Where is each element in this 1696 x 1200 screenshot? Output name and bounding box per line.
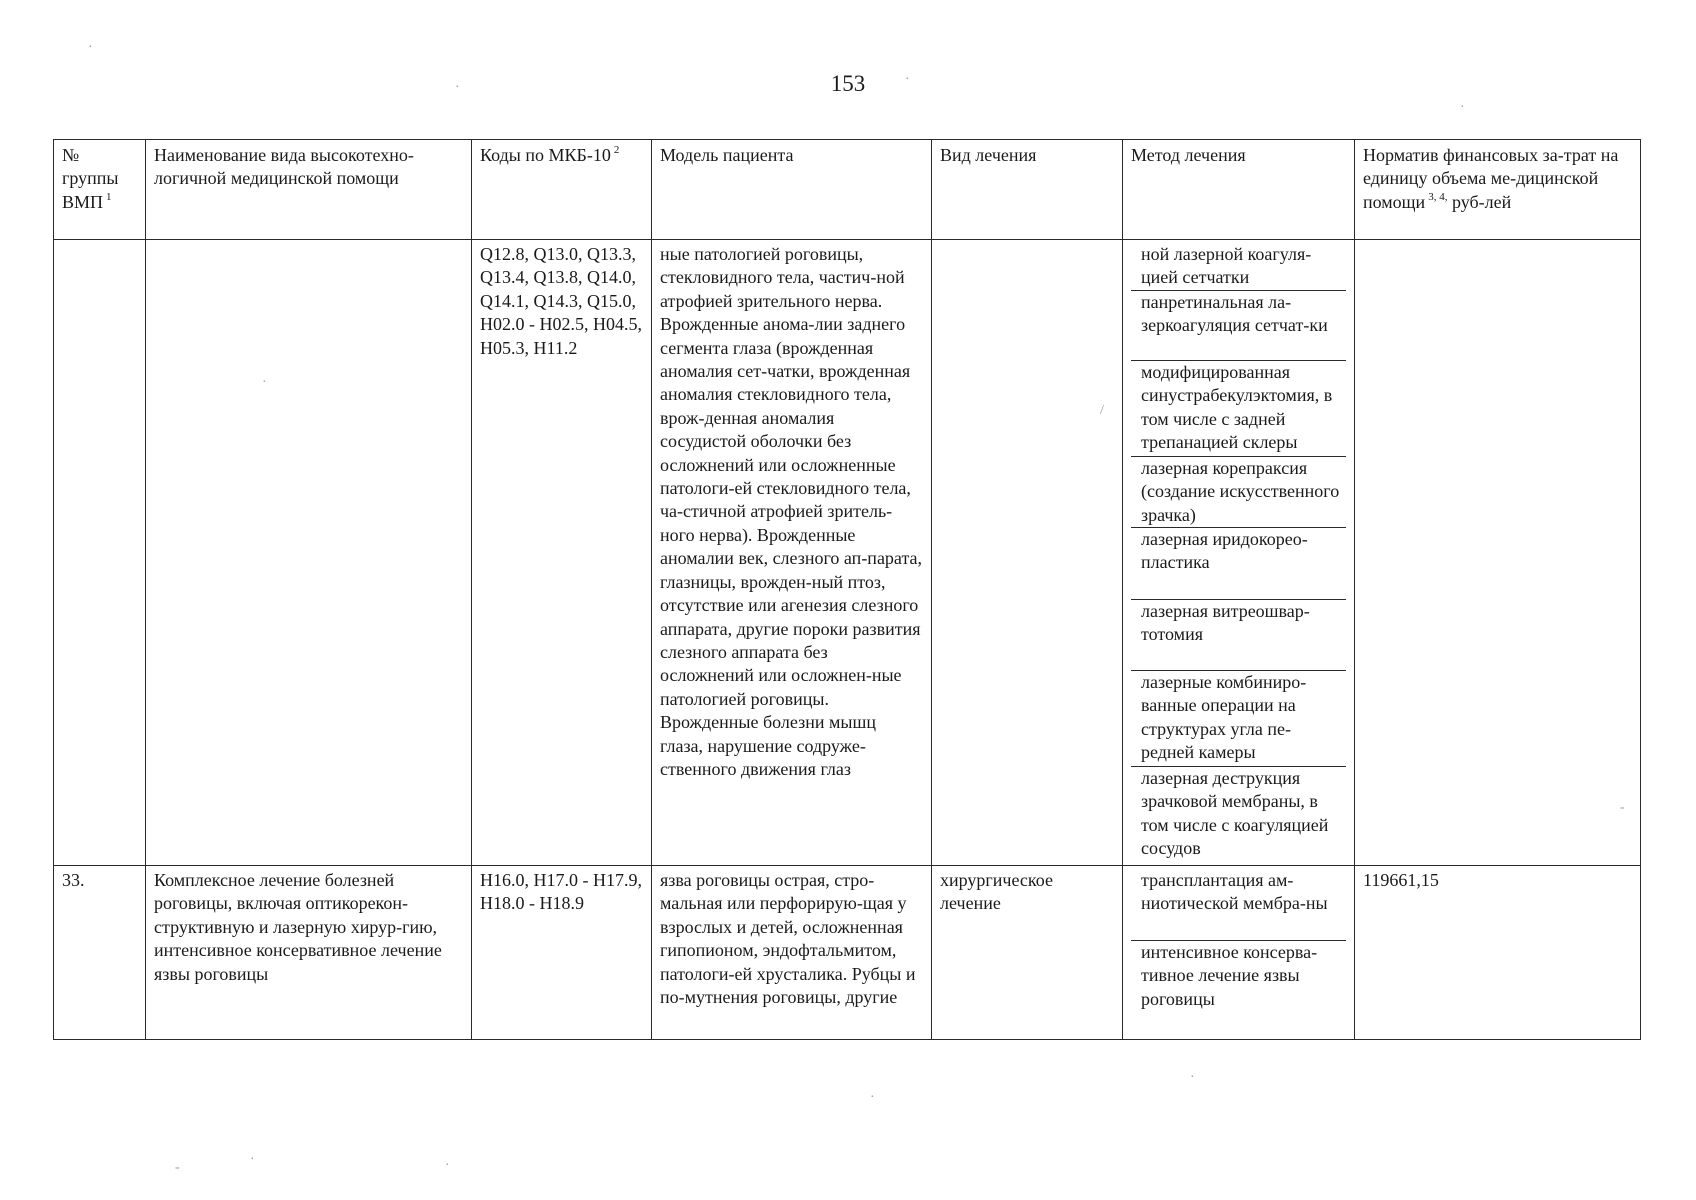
scan-speck: · bbox=[445, 1158, 450, 1173]
table-row-33 bbox=[54, 866, 1641, 1040]
cell-patient-model: язва роговицы острая, стро-мальная или перфорирую-щая у взрослых и детей, осложненная гипопионом, эндофтальмитом, патологи-ей хрусталика. Рубцы и по-мутнения роговицы, другие bbox=[652, 866, 932, 1040]
cell-norm bbox=[1355, 240, 1641, 866]
method-item: лазерная корепраксия (создание искусственного зрачка) bbox=[1131, 457, 1346, 528]
header-norm-unit: руб-лей bbox=[1451, 191, 1512, 212]
header-codes-footnote: 2 bbox=[613, 144, 620, 156]
method-item: интенсивное консерва-тивное лечение язвы роговицы bbox=[1141, 942, 1318, 1009]
header-norm-footnote: 3, 4, bbox=[1428, 190, 1448, 203]
cell-norm: 119661,15 bbox=[1355, 866, 1641, 1040]
method-item: лазерная витреошвар-тотомия bbox=[1131, 600, 1346, 671]
scan-speck: · bbox=[870, 1090, 875, 1105]
scan-speck: · bbox=[905, 72, 910, 87]
cell-treatment-type bbox=[932, 240, 1123, 866]
method-item: лазерная деструкция зрачковой мембраны, в том числе с коагуляцией сосудов bbox=[1141, 768, 1329, 859]
cell-methods bbox=[1123, 866, 1355, 1040]
cell-name: Комплексное лечение болезней роговицы, включая оптикорекон-структивную и лазерную хирур-гию, интенсивное консервативное лечение язвы роговицы bbox=[146, 866, 472, 1040]
table-row-continuation bbox=[54, 240, 1641, 866]
table-header-row bbox=[54, 140, 1641, 240]
scan-speck: · bbox=[262, 375, 267, 390]
header-name: Наименование вида высокотехно-логичной медицинской помощи bbox=[146, 140, 472, 240]
header-codes bbox=[472, 140, 652, 240]
scan-speck: · bbox=[1460, 100, 1465, 115]
method-item: панретинальная ла-зеркоагуляция сетчат-ки bbox=[1131, 291, 1346, 361]
cell-patient-model: ные патологией роговицы, стекловидного тела, частич-ной атрофией зрительного нерва. Врожденные анома-лии заднего сегмента глаза (врожденная аномалия сет-чатки, врожденная аномалия стекловидного тела, врож-денная аномалия сосудистой оболочки без осложнений или осложненные патологи-ей стекловидного тела, ча-стичной атрофией зритель-ного нерва). Врожденные аномалии век, слезного ап-парата, глазницы, врожден-ный птоз, отсутствие или агенезия слезного аппарата, другие пороки развития слезного аппарата без осложнений или осложнен-ные патологией роговицы. Врожденные болезни мышц глаза, нарушение содруже-ственного движения глаз bbox=[652, 240, 932, 866]
method-item: модифицированная синустрабекулэктомия, в том числе с задней трепанацией склеры bbox=[1131, 361, 1346, 457]
header-group-no-footnote: 1 bbox=[106, 190, 112, 203]
method-item: трансплантация ам-ниотической мембра-ны bbox=[1131, 869, 1346, 941]
scan-speck: · bbox=[250, 1152, 255, 1167]
cell-methods bbox=[1123, 240, 1355, 866]
header-patient-model: Модель пациента bbox=[652, 140, 932, 240]
vmp-table bbox=[53, 139, 1641, 1040]
header-treatment-method: Метод лечения bbox=[1123, 140, 1355, 240]
scan-speck: - bbox=[1620, 800, 1625, 815]
scan-speck: · bbox=[88, 40, 93, 55]
header-norm-text: Норматив финансовых за-трат на единицу объема ме-дицинской помощи bbox=[1363, 145, 1619, 212]
cell-group-no bbox=[54, 240, 146, 866]
header-codes-text: Коды по МКБ-10 bbox=[480, 145, 611, 165]
scan-speck: / bbox=[1100, 403, 1104, 418]
page-number: 153 bbox=[830, 71, 866, 96]
header-group-no bbox=[54, 140, 146, 240]
scan-speck: · bbox=[455, 80, 460, 95]
header-treatment-type: Вид лечения bbox=[932, 140, 1123, 240]
scan-speck: - bbox=[175, 1160, 180, 1175]
cell-group-no: 33. bbox=[54, 866, 146, 1040]
cell-codes: H16.0, H17.0 - H17.9, H18.0 - H18.9 bbox=[472, 866, 652, 1040]
method-item: ной лазерной коагуля-цией сетчатки bbox=[1131, 243, 1346, 291]
method-item: лазерные комбиниро-ванные операции на структурах угла пе-редней камеры bbox=[1131, 671, 1346, 767]
scan-speck: · bbox=[1190, 1070, 1195, 1085]
header-norm bbox=[1355, 140, 1641, 240]
cell-name bbox=[146, 240, 472, 866]
cell-treatment-type: хирургическое лечение bbox=[932, 866, 1123, 1040]
cell-codes: Q12.8, Q13.0, Q13.3, Q13.4, Q13.8, Q14.0, Q14.1, Q14.3, Q15.0, H02.0 - H02.5, H04.5, H05.3, H11.2 bbox=[472, 240, 652, 866]
method-item: лазерная иридокорео-пластика bbox=[1131, 528, 1346, 600]
header-group-no-text: № группы ВМП bbox=[62, 145, 119, 212]
